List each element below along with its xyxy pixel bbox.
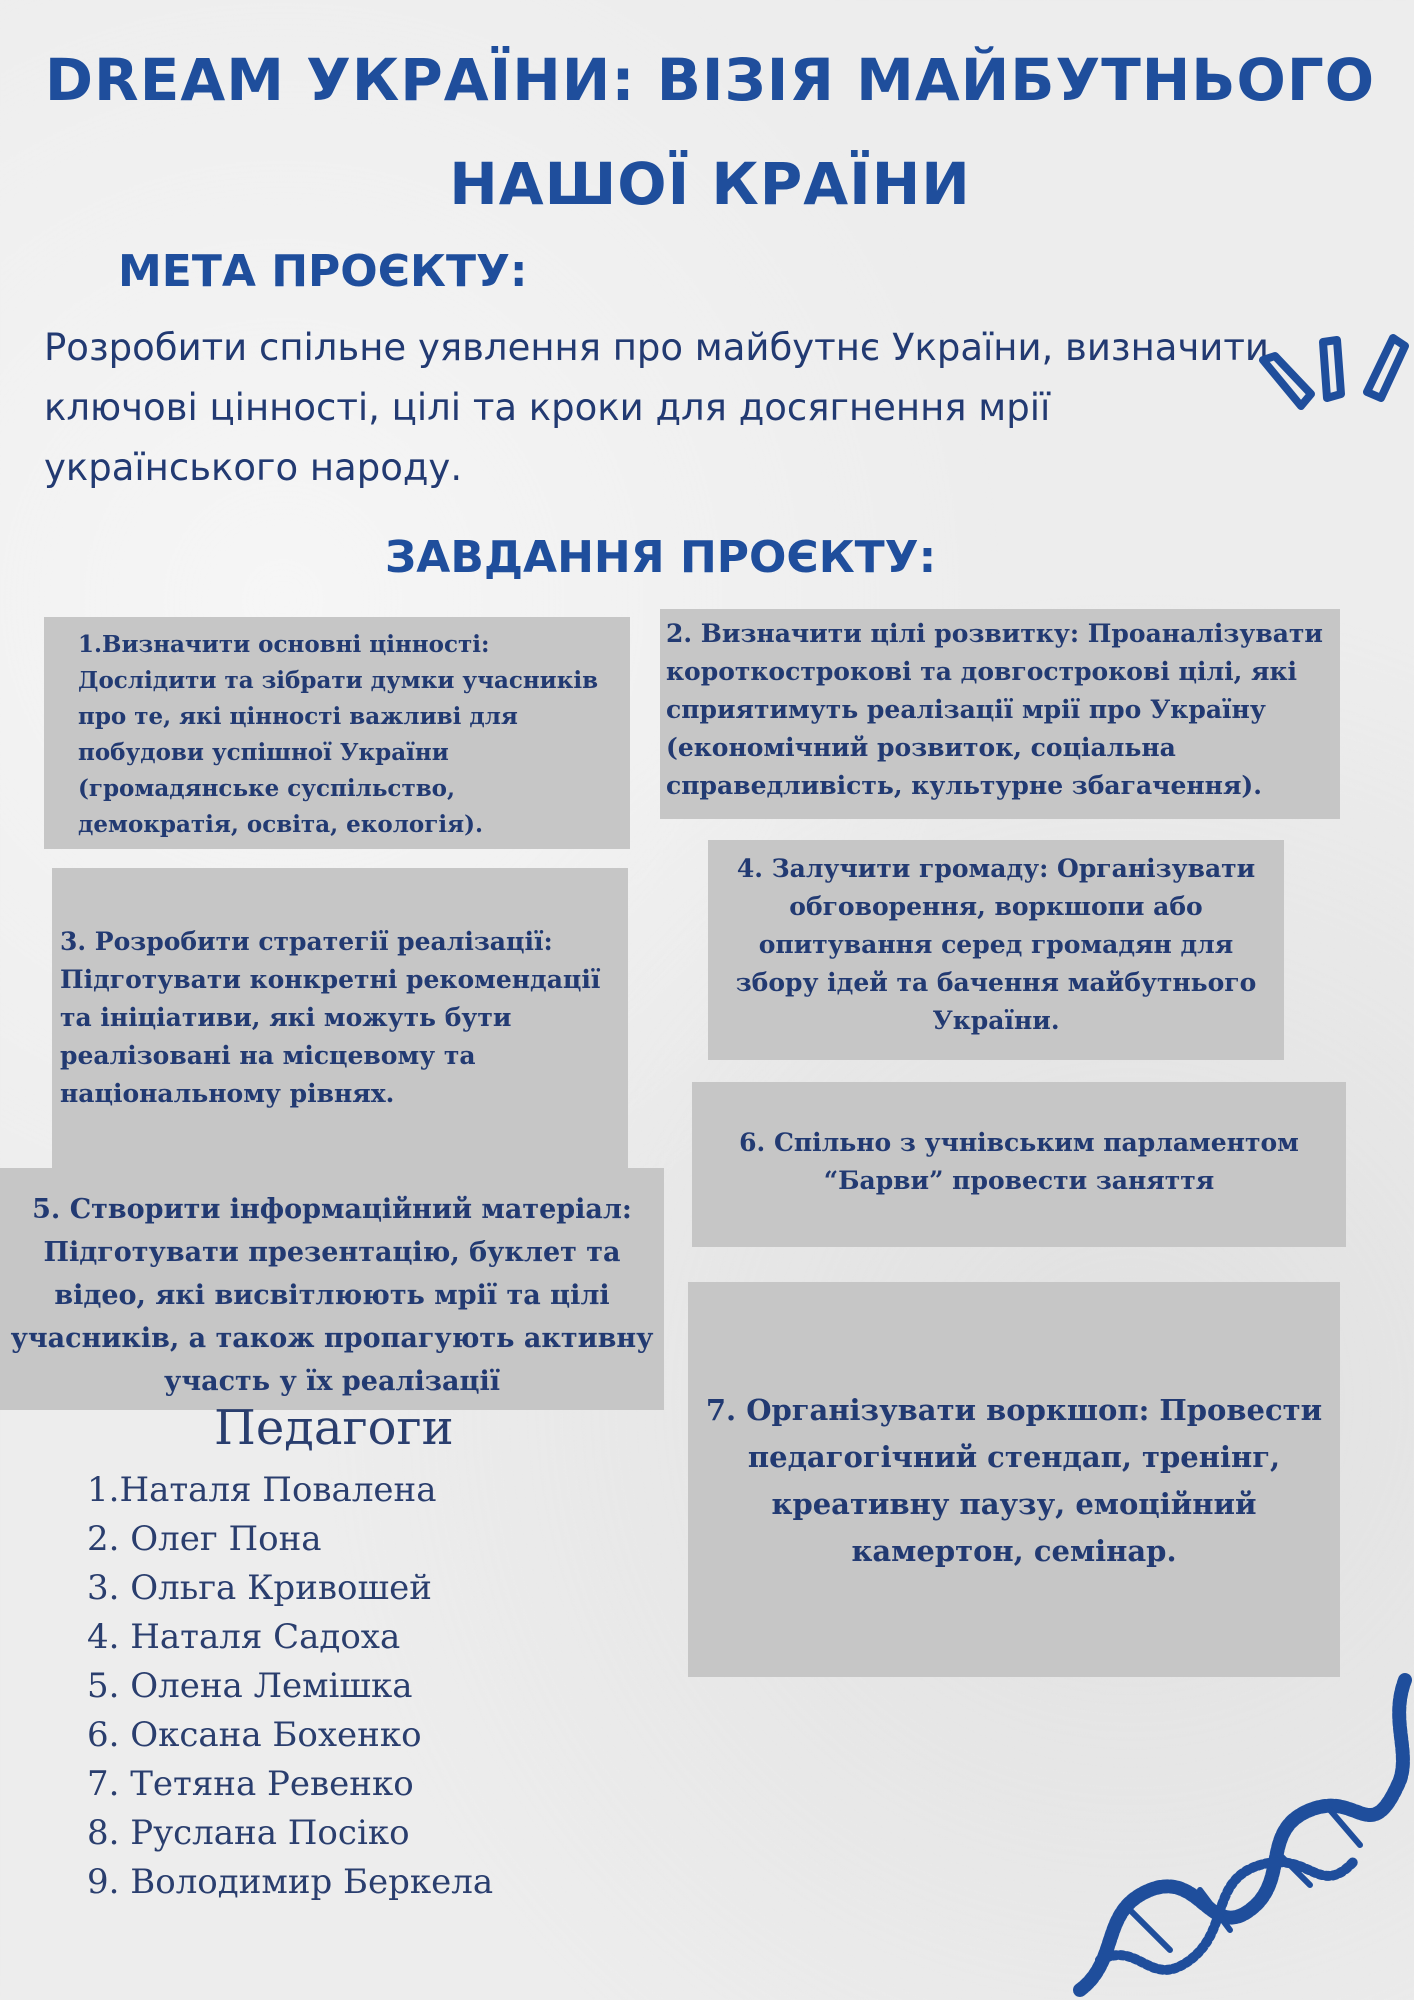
teacher-item: 2. Олег Пона [87, 1519, 322, 1559]
teacher-item: 8. Руслана Посіко [87, 1813, 410, 1853]
teacher-item: 4. Наталя Садоха [87, 1617, 401, 1657]
teacher-item: 1.Наталя Повалена [87, 1470, 437, 1510]
teacher-item: 3. Ольга Кривошей [87, 1568, 432, 1608]
task-box-4: 4. Залучити громаду: Організувати обговорення, воркшопи або опитування серед громадян для збору ідей та бачення майбутнього України. [708, 840, 1284, 1060]
teacher-item: 7. Тетяна Ревенко [87, 1764, 414, 1804]
task-box-3: 3. Розробити стратегії реалізації: Підготувати конкретні рекомендації та ініціативи, які можуть бути реалізовані на місцевому та національному рівнях. [52, 868, 628, 1168]
task-box-1: 1.Визначити основні цінності: Дослідити та зібрати думки учасників про те, які цінності важливі для побудови успішної України (громадянське суспільство, демократія, освіта, екологія). [44, 617, 630, 849]
squiggle-decoration-icon [1060, 1660, 1414, 2000]
teachers-list [87, 1466, 493, 1907]
teacher-item: 6. Оксана Бохенко [87, 1715, 422, 1755]
teacher-item: 9. Володимир Беркела [87, 1862, 494, 1902]
goal-heading: МЕТА ПРОЄКТУ: [118, 246, 528, 297]
task-box-2: 2. Визначити цілі розвитку: Проаналізувати короткострокові та довгострокові цілі, які сприятимуть реалізації мрії про Україну (економічний розвиток, соціальна справедливість, культурне збагачення). [660, 609, 1340, 819]
task-box-5: 5. Створити інформаційний матеріал: Підготувати презентацію, буклет та відео, які висвітлюють мрії та цілі учасників, а також пропагують активну участь у їх реалізації [0, 1168, 664, 1410]
page-title: DREAM УКРАЇНИ: ВІЗІЯ МАЙБУТНЬОГО НАШОЇ КРАЇНИ [44, 46, 1376, 218]
teachers-heading: Педагоги [214, 1400, 454, 1456]
burst-decoration-icon [1255, 322, 1414, 432]
task-box-6: 6. Спільно з учнівським парламентом “Барви” провести заняття [692, 1082, 1346, 1247]
teacher-item: 5. Олена Лемішка [87, 1666, 413, 1706]
goal-text: Розробити спільне уявлення про майбутнє України, визначити ключові цінності, цілі та кроки для досягнення мрії українського народу. [44, 326, 1269, 489]
tasks-heading: ЗАВДАННЯ ПРОЄКТУ: [385, 532, 937, 583]
task-box-7: 7. Організувати воркшоп: Провести педагогічний стендап, тренінг, креативну паузу, емоційний камертон, семінар. [688, 1282, 1340, 1677]
